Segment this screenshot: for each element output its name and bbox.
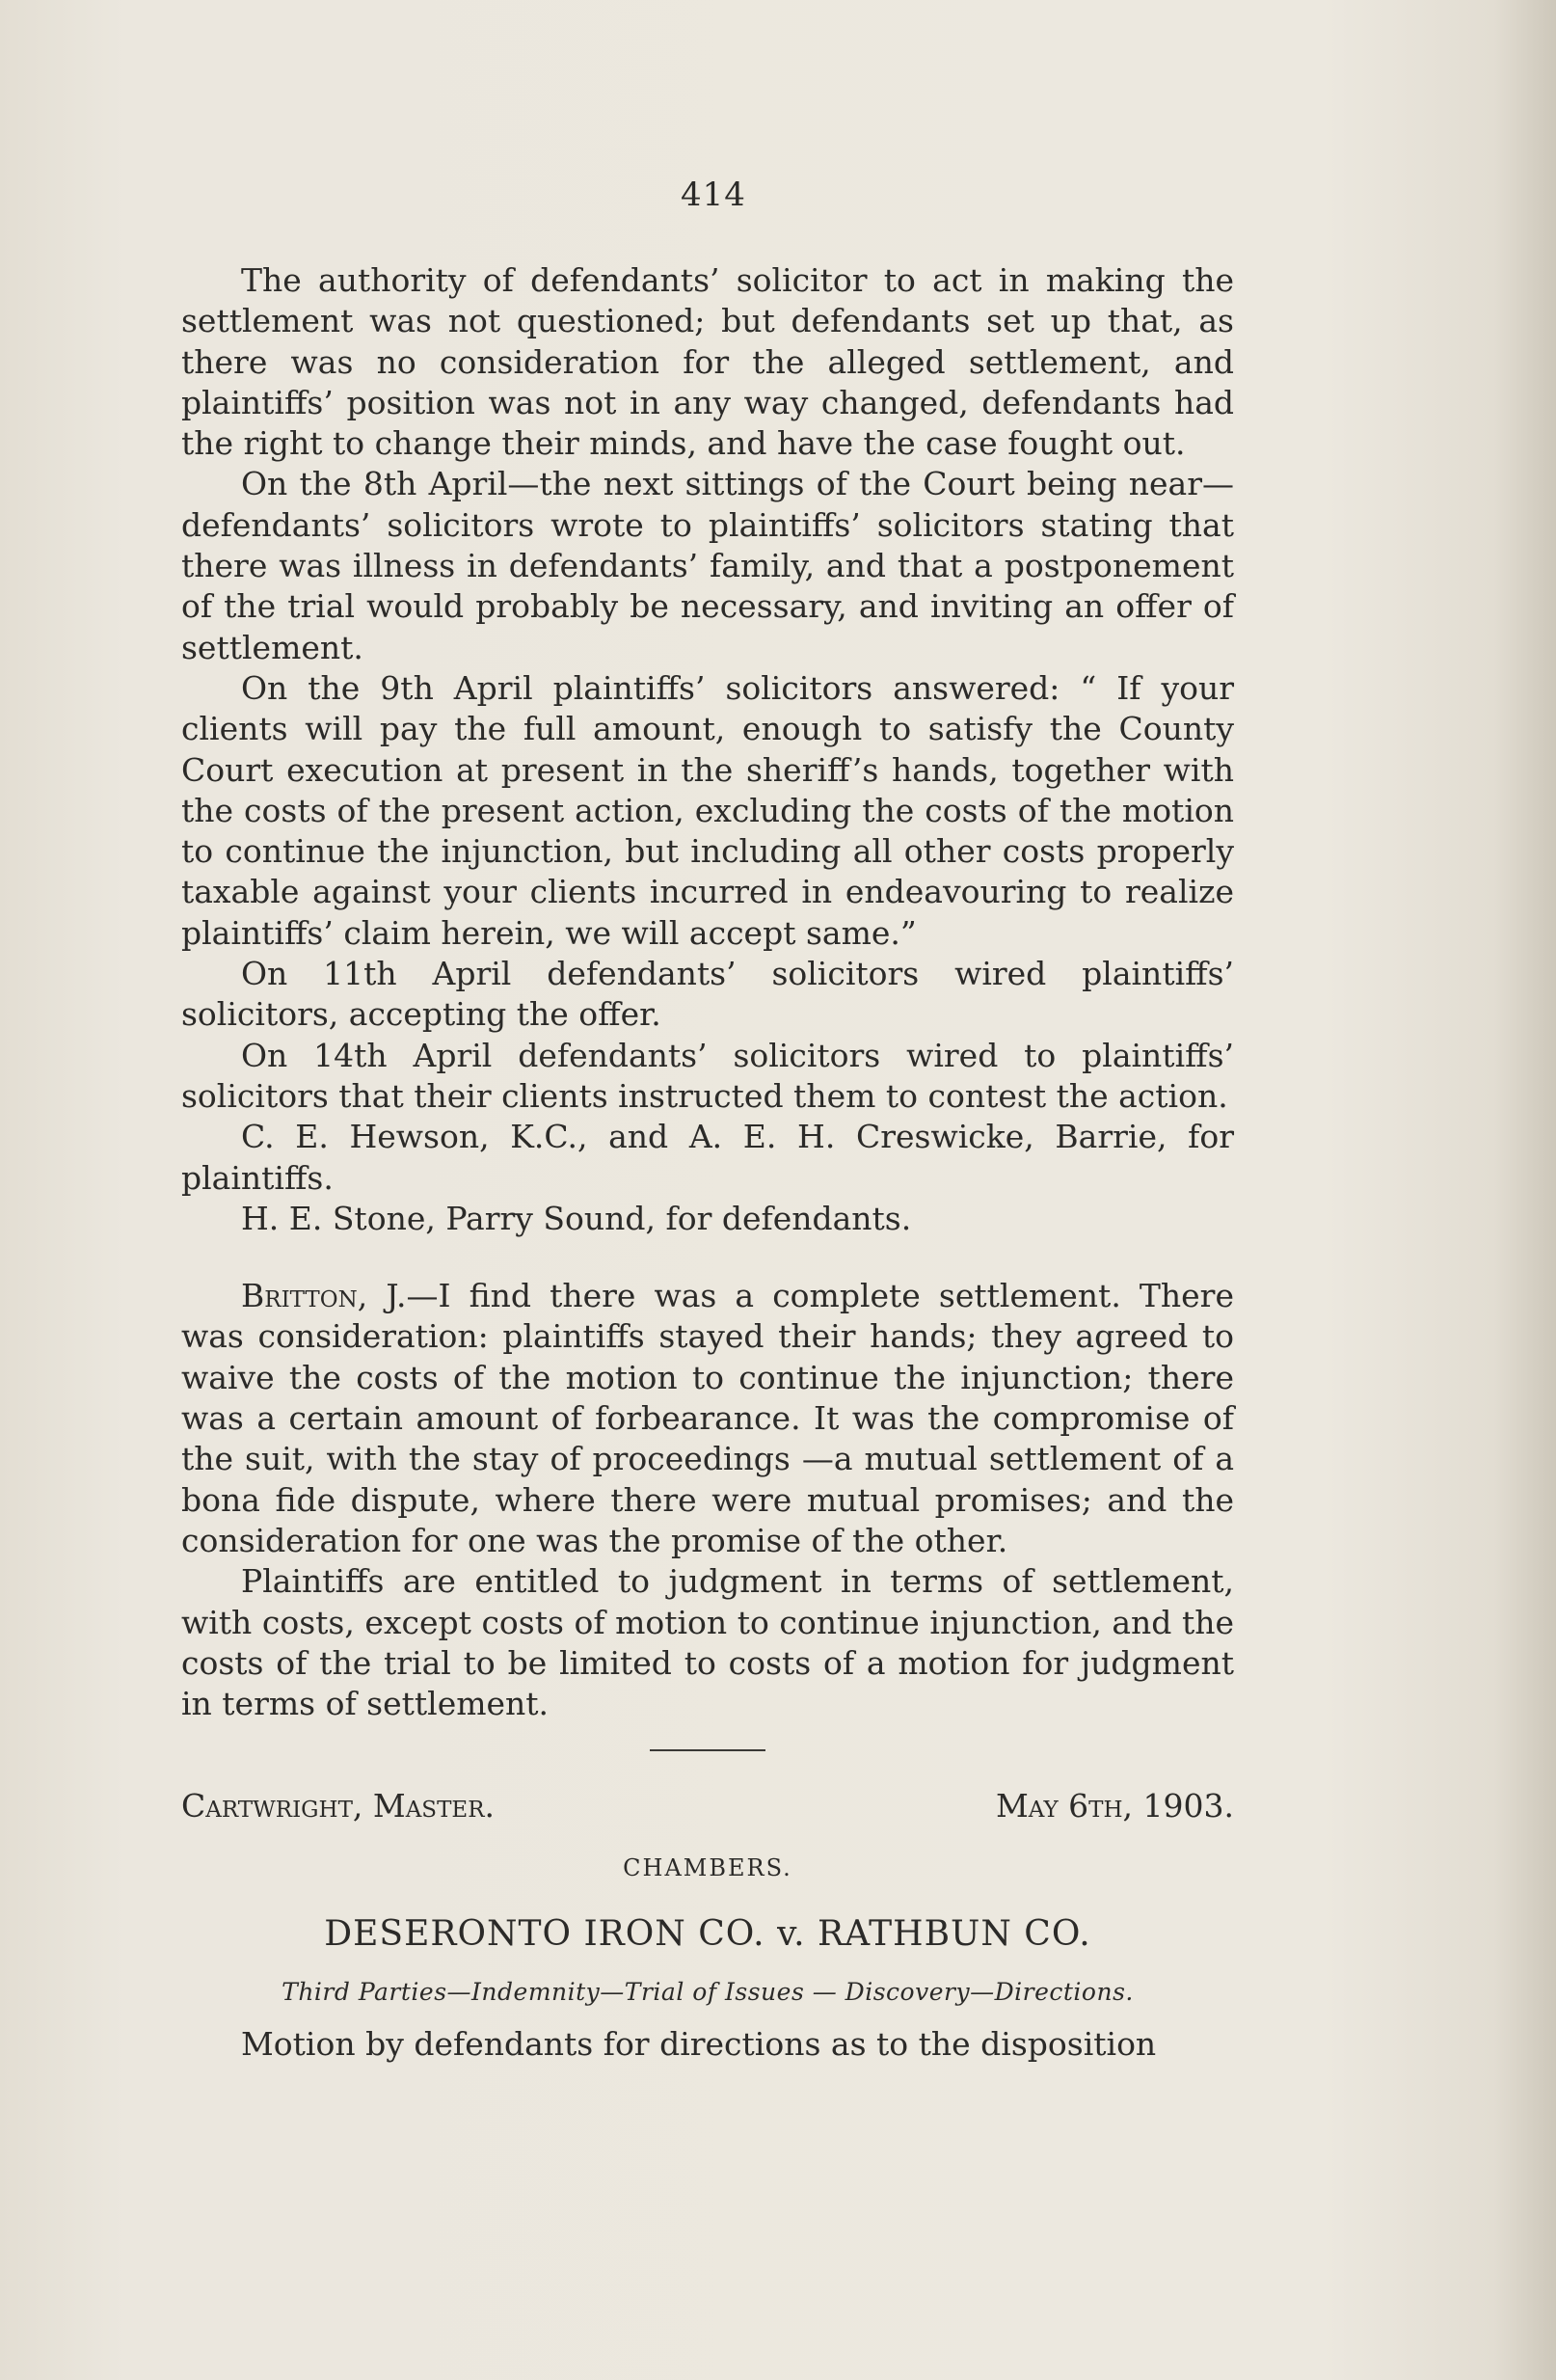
section-divider	[650, 1749, 765, 1751]
case-date: May 6th, 1903.	[996, 1787, 1234, 1826]
judgment-paragraph	[181, 1276, 1234, 1561]
case-title: DESERONTO IRON CO. v. RATHBUN CO.	[324, 1913, 1091, 1954]
section-gap	[181, 1239, 1234, 1276]
page-number: 414	[681, 176, 746, 214]
court-name: CHAMBERS.	[623, 1854, 792, 1882]
case-opening-paragraph: Motion by defendants for directions as to the disposition	[241, 2025, 1157, 2064]
case-headnote: Third Parties—Indemnity—Trial of Issues — Discovery—Directions.	[282, 1977, 1134, 2006]
paragraph-11th-april: On 11th April defendants’ solicitors wired plaintiffs’ solicitors, accepting the offer.	[181, 955, 1234, 1034]
paragraph-14th-april: On 14th April defendants’ solicitors wired to plaintiffs’ solicitors that their clients instructed them to contest the action.	[181, 1036, 1234, 1115]
counsel-plaintiffs: C. E. Hewson, K.C., and A. E. H. Creswicke, Barrie, for plaintiffs.	[181, 1118, 1234, 1197]
paragraph-8th-april: On the 8th April—the next sittings of the Court being near—defendants’ solicitors wrote to plaintiffs’ solicitors stating that there was illness in defendants’ family, and that a postponement of the trial would probably be necessary, and inviting an offer of settlement.	[181, 465, 1234, 666]
case-header	[181, 1786, 1234, 1834]
counsel-defendants: H. E. Stone, Parry Sound, for defendants.	[241, 1199, 912, 1237]
body-text	[181, 260, 1234, 2066]
paragraph-9th-april: On the 9th April plaintiffs’ solicitors answered: “ If your clients will pay the full amount, enough to satisfy the County Court execution at present in the sheriff’s hands, together with the costs of the present action, excluding the costs of the motion to continue the injunction, but including all other costs properly taxable against your clients incurred in endeavouring to realize plaintiffs’ claim herein, we will accept same.”	[181, 668, 1234, 952]
presiding-officer: Cartwright, Master.	[181, 1787, 496, 1826]
judgment-conclusion: Plaintiffs are entitled to judgment in terms of settlement, with costs, except costs of motion to continue injunction, and the costs of the trial to be limited to costs of a motion for judgment in terms of settlement.	[181, 1562, 1234, 1723]
judgment-text: , J.—I find there was a complete settlement. There was consideration: plaintiffs stayed their hands; they agreed to waive the costs of the motion to continue the injunction; there was a certain amount of forbearance. It was the compromise of the suit, with the stay of proceedings —a mutual settlement of a bona fide dispute, where there were mutual promises; and the consideration for one was the promise of the other.	[181, 1277, 1234, 1559]
judge-name: Britton	[241, 1277, 358, 1315]
paragraph-authority: The authority of defendants’ solicitor to act in making the settlement was not questioned; but defendants set up that, as there was no consideration for the alleged settlement, and plaintiffs’ position was not in any way changed, defendants had the right to change their minds, and have the case fought out.	[181, 261, 1234, 463]
